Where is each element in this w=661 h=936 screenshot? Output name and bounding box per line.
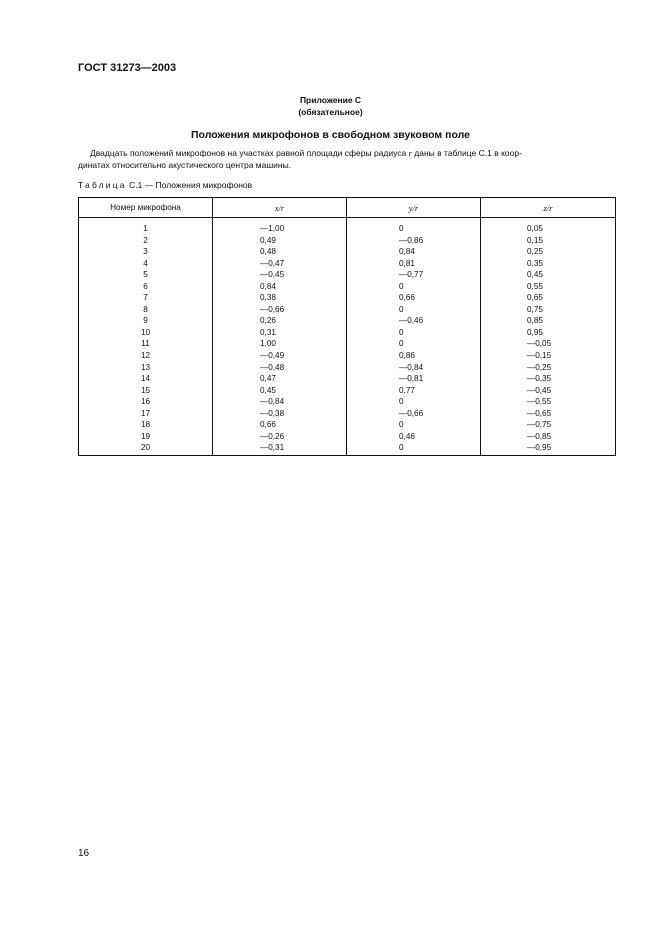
intro-line-2: динатах относительно акустического центра машины. (78, 160, 292, 170)
cell-value: —0,66 (260, 304, 285, 314)
cell-value: 0,25 (527, 247, 543, 257)
header-mic-number: Номер микрофона (79, 198, 213, 218)
z-r-cell (481, 269, 616, 281)
x-r-cell (213, 246, 347, 258)
x-r-cell (213, 408, 347, 420)
z-r-cell (481, 419, 616, 431)
y-r-cell (347, 258, 481, 270)
cell-value: 0 (399, 327, 404, 337)
z-r-cell (481, 218, 616, 235)
table-row (79, 281, 616, 293)
cell-value: 0,48 (260, 247, 276, 257)
z-r-cell (481, 350, 616, 362)
x-r-cell (213, 431, 347, 443)
mic-number-cell: 4 (79, 258, 213, 270)
y-r-cell (347, 315, 481, 327)
z-r-cell (481, 281, 616, 293)
cell-value: —0,49 (260, 351, 285, 361)
x-r-cell (213, 362, 347, 374)
table-row (79, 327, 616, 339)
table-row (79, 362, 616, 374)
y-r-cell (347, 338, 481, 350)
mic-number-cell: 11 (79, 338, 213, 350)
cell-value: 0 (399, 304, 404, 314)
z-r-cell (481, 315, 616, 327)
table-row (79, 385, 616, 397)
y-r-cell (347, 235, 481, 247)
cell-value: 0,84 (399, 247, 415, 257)
cell-value: 0,81 (399, 258, 415, 268)
mic-number-cell: 20 (79, 442, 213, 455)
cell-value: —0,95 (527, 443, 552, 453)
cell-value: 0 (399, 443, 404, 453)
x-r-cell (213, 281, 347, 293)
cell-value: —0,35 (527, 374, 552, 384)
x-r-cell (213, 269, 347, 281)
mic-number-cell: 9 (79, 315, 213, 327)
cell-value: 0,05 (527, 224, 543, 233)
cell-value: 0,26 (260, 316, 276, 326)
cell-value: —0,55 (527, 397, 552, 407)
z-r-cell (481, 258, 616, 270)
table-row (79, 218, 616, 235)
z-r-cell (481, 327, 616, 339)
y-r-cell (347, 281, 481, 293)
cell-value: —0,05 (527, 339, 552, 349)
table-row (79, 235, 616, 247)
table-row (79, 396, 616, 408)
cell-value: 0,86 (399, 351, 415, 361)
cell-value: 0 (399, 224, 404, 233)
microphone-positions-table (78, 197, 616, 456)
cell-value: —0,48 (260, 362, 285, 372)
table-caption (78, 180, 252, 190)
x-r-cell (213, 315, 347, 327)
cell-value: 0 (399, 397, 404, 407)
cell-value: 0,45 (527, 270, 543, 280)
cell-value: —0,38 (260, 408, 285, 418)
header-x-r: x/r (213, 198, 347, 218)
cell-value: —0,26 (260, 431, 285, 441)
cell-value: 0,77 (399, 385, 415, 395)
cell-value: —0,85 (527, 431, 552, 441)
x-r-cell (213, 218, 347, 235)
cell-value: 0,46 (399, 431, 415, 441)
table-row (79, 419, 616, 431)
cell-value: —0,45 (260, 270, 285, 280)
document-code: ГОСТ 31273—2003 (78, 62, 177, 74)
cell-value: 1,00 (260, 339, 276, 349)
table-header-row (79, 198, 616, 218)
z-r-cell (481, 396, 616, 408)
table-row (79, 304, 616, 316)
cell-value: —0,84 (399, 362, 424, 372)
cell-value: 0,66 (260, 420, 276, 430)
cell-value: 0,75 (527, 304, 543, 314)
cell-value: —0,81 (399, 374, 424, 384)
cell-value: 0 (399, 420, 404, 430)
y-r-cell (347, 396, 481, 408)
z-r-cell (481, 235, 616, 247)
z-r-cell (481, 442, 616, 455)
mic-number-cell: 6 (79, 281, 213, 293)
cell-value: —0,25 (527, 362, 552, 372)
cell-value: —0,45 (527, 385, 552, 395)
mic-number-cell: 16 (79, 396, 213, 408)
y-r-cell (347, 327, 481, 339)
x-r-cell (213, 327, 347, 339)
y-r-cell (347, 431, 481, 443)
z-r-cell (481, 362, 616, 374)
table-row (79, 269, 616, 281)
mic-number-cell: 3 (79, 246, 213, 258)
y-r-cell (347, 350, 481, 362)
cell-value: —0,47 (260, 258, 285, 268)
x-r-cell (213, 258, 347, 270)
cell-value: 0,47 (260, 374, 276, 384)
section-title: Положения микрофонов в свободном звуковом поле (191, 129, 470, 141)
header-z-r: z/r (481, 198, 616, 218)
intro-line-1: Двадцать положений микрофонов на участках равной площади сферы радиуса r даны в таблице С.1 в коор- (90, 148, 522, 158)
page-number: 16 (78, 848, 90, 859)
y-r-cell (347, 246, 481, 258)
table-row (79, 408, 616, 420)
mic-number-cell: 12 (79, 350, 213, 362)
mic-number-cell: 8 (79, 304, 213, 316)
table-row (79, 246, 616, 258)
z-r-cell (481, 292, 616, 304)
cell-value: 0,85 (527, 316, 543, 326)
mic-number-cell: 7 (79, 292, 213, 304)
cell-value: 0 (399, 339, 404, 349)
z-r-cell (481, 304, 616, 316)
z-r-cell (481, 385, 616, 397)
y-r-cell (347, 385, 481, 397)
table-row (79, 338, 616, 350)
mic-number-cell: 1 (79, 218, 213, 235)
cell-value: —0,66 (399, 408, 424, 418)
x-r-cell (213, 235, 347, 247)
cell-value: —0,65 (527, 408, 552, 418)
x-r-cell (213, 304, 347, 316)
mic-number-cell: 10 (79, 327, 213, 339)
table-row (79, 350, 616, 362)
mic-number-cell: 2 (79, 235, 213, 247)
table-row (79, 292, 616, 304)
x-r-cell (213, 396, 347, 408)
y-r-cell (347, 304, 481, 316)
mic-number-cell: 14 (79, 373, 213, 385)
cell-value: —0,84 (260, 397, 285, 407)
cell-value: 0,95 (527, 327, 543, 337)
cell-value: —1,00 (260, 224, 285, 233)
cell-value: 0,38 (260, 293, 276, 303)
intro-paragraph (78, 147, 615, 171)
x-r-cell (213, 350, 347, 362)
appendix-status: (обязательное) (298, 107, 363, 117)
cell-value: 0,55 (527, 281, 543, 291)
x-r-cell (213, 442, 347, 455)
cell-value: —0,31 (260, 443, 285, 453)
cell-value: —0,86 (399, 235, 424, 245)
mic-number-cell: 5 (79, 269, 213, 281)
cell-value: 0,15 (527, 235, 543, 245)
header-y-r: y/r (347, 198, 481, 218)
cell-value: 0,45 (260, 385, 276, 395)
x-r-cell (213, 373, 347, 385)
mic-number-cell: 18 (79, 419, 213, 431)
cell-value: —0,15 (527, 351, 552, 361)
x-r-cell (213, 292, 347, 304)
x-r-cell (213, 385, 347, 397)
cell-value: —0,77 (399, 270, 424, 280)
appendix-title: Приложение С (299, 95, 362, 105)
table-body (79, 218, 616, 456)
y-r-cell (347, 419, 481, 431)
table-row (79, 315, 616, 327)
cell-value: 0,84 (260, 281, 276, 291)
radius-symbol: r (408, 148, 412, 158)
cell-value: 0 (399, 281, 404, 291)
table-caption-text: С.1 — Положения микрофонов (126, 180, 253, 190)
y-r-cell (347, 269, 481, 281)
table-row (79, 431, 616, 443)
x-r-cell (213, 338, 347, 350)
y-r-cell (347, 373, 481, 385)
y-r-cell (347, 362, 481, 374)
mic-number-cell: 13 (79, 362, 213, 374)
x-r-cell (213, 419, 347, 431)
table-row (79, 373, 616, 385)
z-r-cell (481, 246, 616, 258)
z-r-cell (481, 338, 616, 350)
cell-value: 0,31 (260, 327, 276, 337)
mic-number-cell: 17 (79, 408, 213, 420)
mic-number-cell: 19 (79, 431, 213, 443)
table-row (79, 258, 616, 270)
z-r-cell (481, 408, 616, 420)
z-r-cell (481, 373, 616, 385)
cell-value: —0,75 (527, 420, 552, 430)
z-r-cell (481, 431, 616, 443)
y-r-cell (347, 218, 481, 235)
cell-value: 0,65 (527, 293, 543, 303)
y-r-cell (347, 442, 481, 455)
table-caption-label: Таблица (78, 180, 127, 190)
table-row (79, 442, 616, 455)
mic-number-cell: 15 (79, 385, 213, 397)
y-r-cell (347, 408, 481, 420)
cell-value: 0,49 (260, 235, 276, 245)
cell-value: —0,46 (399, 316, 424, 326)
cell-value: 0,66 (399, 293, 415, 303)
y-r-cell (347, 292, 481, 304)
cell-value: 0,35 (527, 258, 543, 268)
